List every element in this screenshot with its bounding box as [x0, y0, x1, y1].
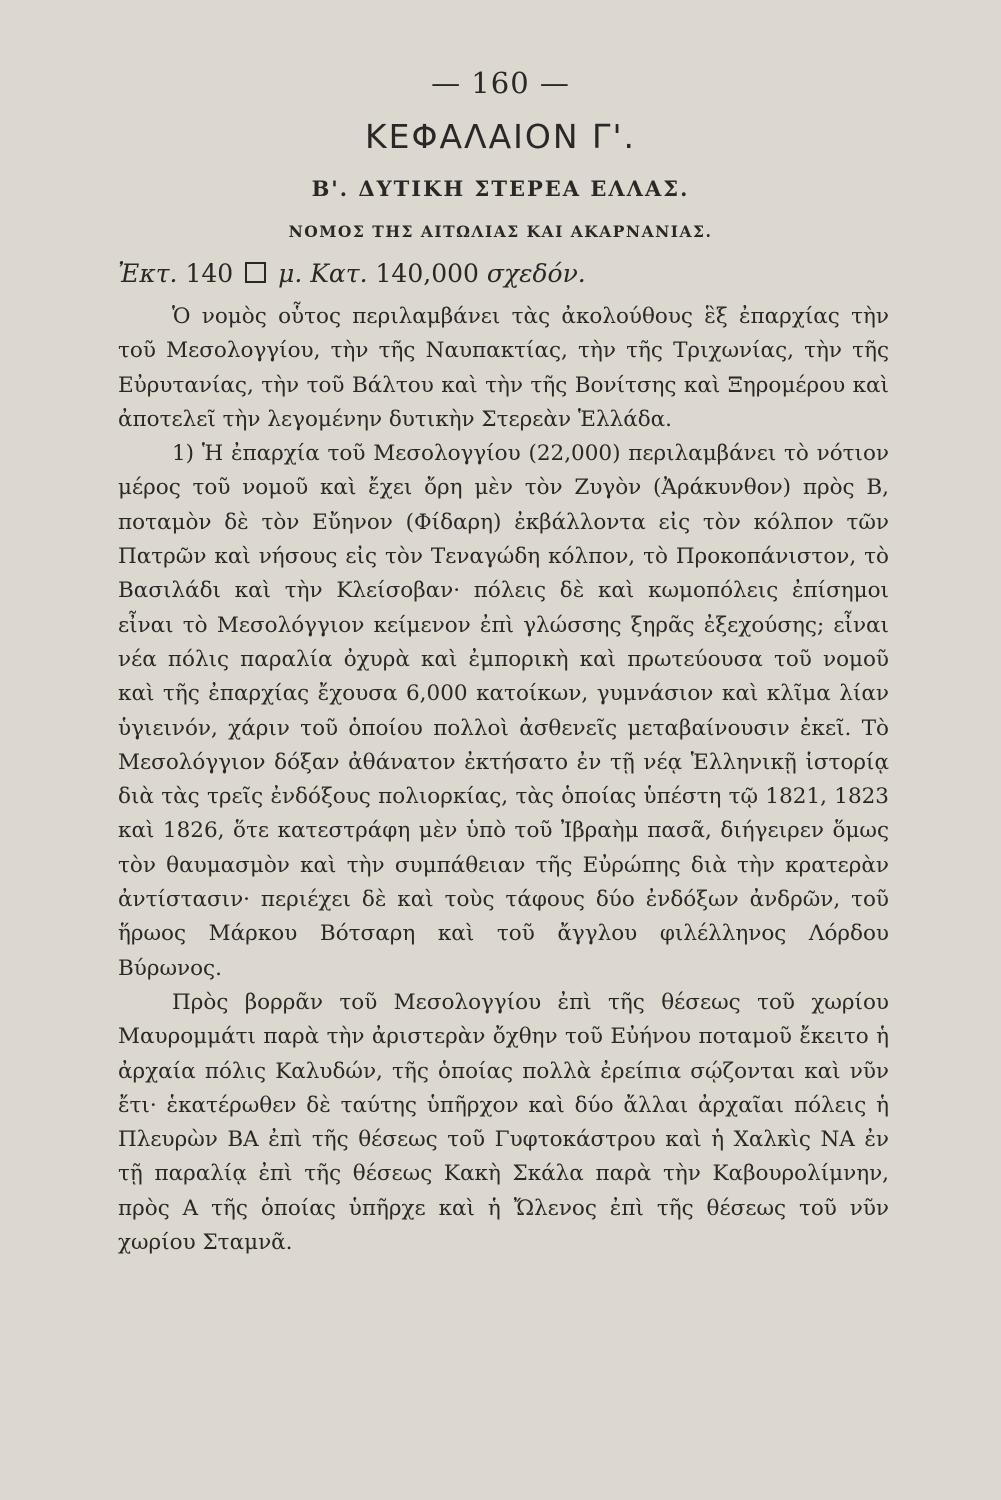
- population-note: σχεδόν.: [486, 259, 586, 288]
- area-population-line: [118, 259, 586, 288]
- paragraph-ancient-cities: Πρὸς βορρᾶν τοῦ Μεσολογγίου ἐπὶ τῆς θέσεως τοῦ χωρίου Μαυρομμάτι παρὰ τὴν ἀριστερὰν ὄχθην τοῦ Εὐήνου ποταμοῦ ἔκειτο ἡ ἀρχαία πόλις Καλυδών, τῆς ὁποίας πολλὰ ἐρείπια σῴζονται καὶ νῦν ἔτι· ἑκατέρωθεν δὲ ταύτης ὑπῆρχον καὶ δύο ἄλλαι ἀρχαῖαι πόλεις ἡ Πλευρὼν ΒΑ ἐπὶ τῆς θέσεως τοῦ Γυφτοκάστρου καὶ ἡ Χαλκὶς ΝΑ ἐν τῇ παραλίᾳ ἐπὶ τῆς θέσεως Κακὴ Σκάλα παρὰ τὴν Καβουρολίμνην, πρὸς Α τῆς ὁποίας ὑπῆρχε καὶ ἡ Ὤλενος ἐπὶ τῆς θέσεως τοῦ νῦν χωρίου Σταμνᾶ.: [118, 989, 889, 1256]
- area-value: 140: [185, 259, 234, 288]
- paragraph-intro: Ὁ νομὸς οὗτος περιλαμβάνει τὰς ἀκολούθους ἓξ ἐπαρχίας τὴν τοῦ Μεσολογγίου, τὴν τῆς Ναυπακτίας, τὴν τῆς Τριχωνίας, τὴν τῆς Εὐρυτανίας, τὴν τοῦ Βάλτου καὶ τὴν τῆς Βονίτσης καὶ Ξηρομέρου καὶ ἀποτελεῖ τὴν λεγομένην δυτικὴν Στερεὰν Ἑλλάδα.: [118, 304, 889, 432]
- prefecture-title: ΝΟΜΟΣ ΤΗΣ ΑΙΤΩΛΙΑΣ ΚΑΙ ΑΚΑΡΝΑΝΙΑΣ.: [288, 222, 713, 241]
- paragraph-mesolongi: 1) Ἡ ἐπαρχία τοῦ Μεσολογγίου (22,000) περιλαμβάνει τὸ νότιον μέρος τοῦ νομοῦ καὶ ἔχει ὄρη μὲν τὸν Ζυγὸν (Ἀράκυνθον) πρὸς Β, ποταμὸν δὲ τὸν Εὔηνον (Φίδαρη) ἐκβάλλοντα εἰς τὸν κόλπον τῶν Πατρῶν καὶ νήσους εἰς τὸν Τεναγώδη κόλπον, τὸ Προκοπάνιστον, τὸ Βασιλάδι καὶ τὴν Κλείσοβαν· πόλεις δὲ καὶ κωμοπόλεις ἐπίσημοι εἶναι τὸ Μεσολόγγιον κείμενον ἐπὶ γλώσσης ξηρᾶς ἐξεχούσης; εἶναι νέα πόλις παραλία ὀχυρὰ καὶ ἐμπορικὴ καὶ πρωτεύουσα τοῦ νομοῦ καὶ τῆς ἐπαρχίας ἔχουσα 6,000 κατοίκων, γυμνάσιον καὶ κλῖμα λίαν ὑγιεινόν, χάριν τοῦ ὁποίου πολλοὶ ἀσθενεῖς μεταβαίνουσιν ἐκεῖ. Τὸ Μεσολόγγιον δόξαν ἀθάνατον ἐκτήσατο ἐν τῇ νέᾳ Ἑλληνικῇ ἱστορίᾳ διὰ τὰς τρεῖς ἐνδόξους πολιορκίας, τὰς ὁποίας ὑπέστη τῷ 1821, 1823 καὶ 1826, ὅτε κατεστράφη μὲν ὑπὸ τοῦ Ἰβραὴμ πασᾶ, διήγειρεν ὅμως τὸν θαυμασμὸν καὶ τὴν συμπάθειαν τῆς Εὐρώπης διὰ τὴν κρατερὰν ἀντίστασιν· περιέχει δὲ καὶ τοὺς τάφους δύο ἐνδόξων ἀνδρῶν, τοῦ ἥρωος Μάρκου Βότσαρη καὶ τοῦ ἄγγλου φιλέλληνος Λόρδου Βύρωνος.: [118, 441, 889, 981]
- page-number: — 160 —: [431, 66, 570, 100]
- square-symbol-icon: [245, 262, 266, 283]
- body-text: [118, 300, 889, 1260]
- population-label: Κατ.: [310, 259, 368, 288]
- population-value: 140,000: [375, 259, 479, 288]
- chapter-title: ΚΕΦΑΛΑΙΟΝ Γ'.: [364, 117, 637, 156]
- section-title: Β'. ΔΥΤΙΚΗ ΣΤΕΡΕΑ ΕΛΛΑΣ.: [311, 176, 690, 201]
- area-unit: μ.: [278, 259, 303, 288]
- area-label: Ἐκτ.: [118, 259, 178, 288]
